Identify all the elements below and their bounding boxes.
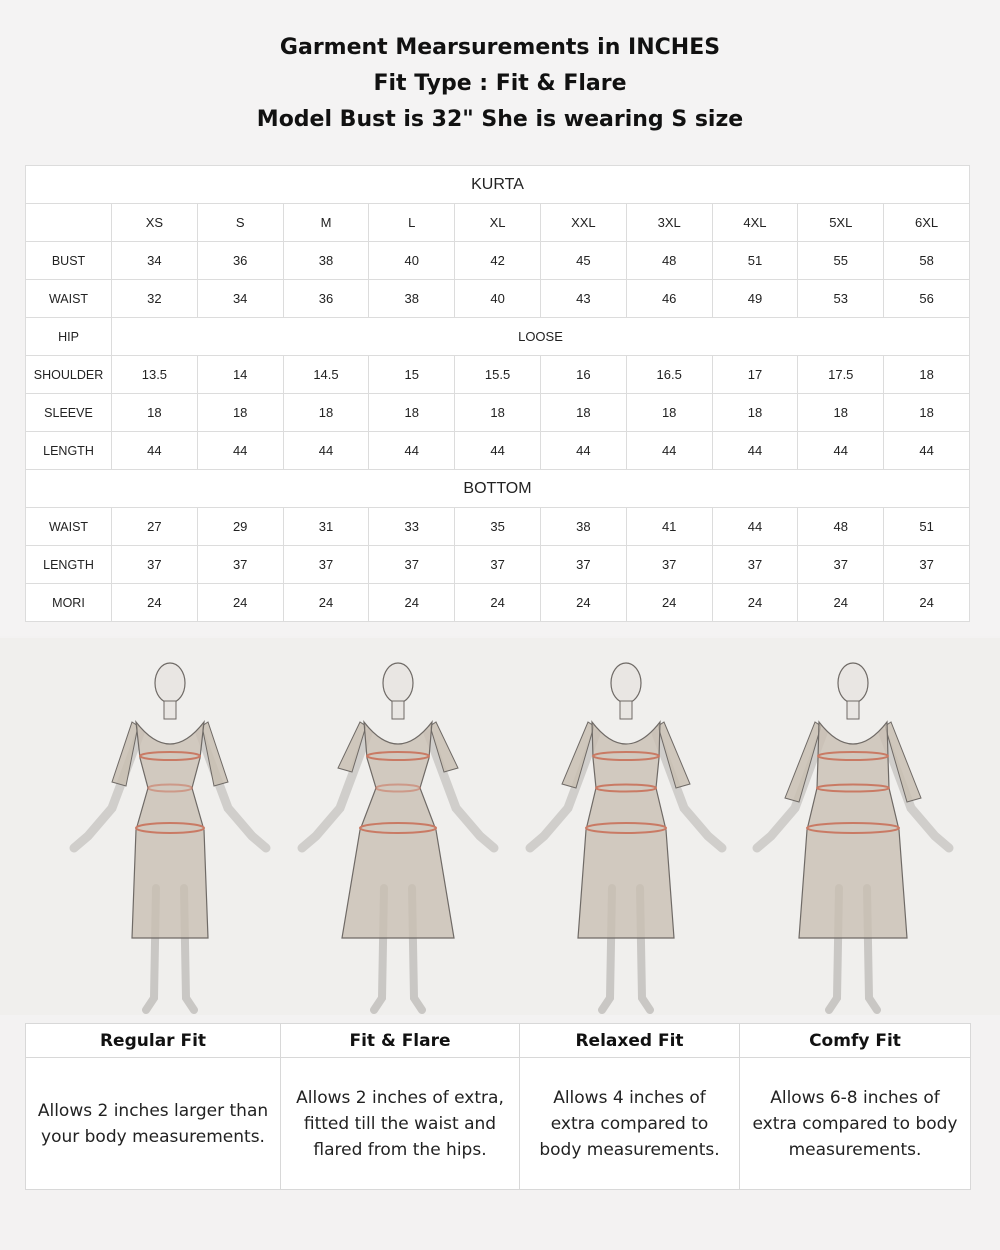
measurement-cell: 41	[626, 508, 712, 546]
row-label: WAIST	[26, 280, 112, 318]
size-chart-table	[25, 165, 970, 622]
measurement-cell: 40	[455, 280, 541, 318]
fit-types-table	[25, 1023, 971, 1190]
measurement-cell: 18	[884, 394, 970, 432]
bottom-row	[26, 508, 970, 546]
measurement-cell: 14	[197, 356, 283, 394]
measurement-cell: 44	[197, 432, 283, 470]
measurement-cell: 18	[626, 394, 712, 432]
measurement-cell: 49	[712, 280, 798, 318]
kurta-row	[26, 394, 970, 432]
fit-flare-figure	[302, 663, 494, 1010]
neck	[620, 701, 632, 719]
measurement-cell: 24	[884, 584, 970, 622]
measurement-cell: 36	[197, 242, 283, 280]
measurement-cell: 44	[712, 508, 798, 546]
size-header-cell: XL	[455, 204, 541, 242]
measurement-cell: 38	[369, 280, 455, 318]
measurement-cell: 29	[197, 508, 283, 546]
measurement-cell: 37	[197, 546, 283, 584]
measurement-cell: 17.5	[798, 356, 884, 394]
measurement-cell: 17	[712, 356, 798, 394]
measurement-cell: 18	[540, 394, 626, 432]
fit-figures-panel	[0, 638, 1000, 1015]
size-header-cell: L	[369, 204, 455, 242]
measurement-cell: 24	[626, 584, 712, 622]
measurement-cell: 42	[455, 242, 541, 280]
row-label: SLEEVE	[26, 394, 112, 432]
measurement-cell: 18	[798, 394, 884, 432]
kurta-row	[26, 280, 970, 318]
fit-title-relaxed: Relaxed Fit	[520, 1024, 740, 1058]
fit-title-fit-flare: Fit & Flare	[281, 1024, 520, 1058]
measurement-cell: 37	[540, 546, 626, 584]
size-header-cell: S	[197, 204, 283, 242]
row-label: LENGTH	[26, 546, 112, 584]
kurta-section-row	[26, 166, 970, 204]
measurement-cell: 37	[626, 546, 712, 584]
measurement-cell: 48	[798, 508, 884, 546]
measurement-cell: 38	[540, 508, 626, 546]
kurta-row	[26, 432, 970, 470]
measurement-cell: 13.5	[112, 356, 198, 394]
measurement-cell: 36	[283, 280, 369, 318]
bottom-row	[26, 546, 970, 584]
measurement-cell: 24	[283, 584, 369, 622]
measurement-cell: 53	[798, 280, 884, 318]
measurement-cell: 56	[884, 280, 970, 318]
measurement-cell: 37	[884, 546, 970, 584]
size-header-row	[26, 204, 970, 242]
row-label: SHOULDER	[26, 356, 112, 394]
bottom-section-row	[26, 470, 970, 508]
hip-label: HIP	[26, 318, 112, 356]
measurement-cell: 24	[798, 584, 884, 622]
measurement-cell: 24	[197, 584, 283, 622]
fit-desc-fit-flare: Allows 2 inches of extra, fitted till the waist and flared from the hips.	[281, 1058, 520, 1190]
measurement-cell: 48	[626, 242, 712, 280]
row-label: WAIST	[26, 508, 112, 546]
kurta-section-title: KURTA	[26, 166, 970, 204]
measurement-cell: 27	[112, 508, 198, 546]
measurement-cell: 58	[884, 242, 970, 280]
measurement-cell: 44	[540, 432, 626, 470]
measurement-cell: 18	[369, 394, 455, 432]
fit-title-comfy: Comfy Fit	[740, 1024, 971, 1058]
measurement-cell: 37	[455, 546, 541, 584]
size-header-corner	[26, 204, 112, 242]
row-label: LENGTH	[26, 432, 112, 470]
kurta-row	[26, 356, 970, 394]
heading-line-3: Model Bust is 32" She is wearing S size	[256, 107, 744, 132]
head	[155, 663, 185, 703]
head	[838, 663, 868, 703]
fit-desc-relaxed: Allows 4 inches of extra compared to body measurements.	[520, 1058, 740, 1190]
measurement-cell: 18	[455, 394, 541, 432]
head	[611, 663, 641, 703]
measurement-cell: 44	[369, 432, 455, 470]
kurta-row	[26, 242, 970, 280]
size-header-cell: 5XL	[798, 204, 884, 242]
measurement-cell: 24	[112, 584, 198, 622]
measurement-cell: 18	[712, 394, 798, 432]
measurement-cell: 44	[712, 432, 798, 470]
measurement-cell: 32	[112, 280, 198, 318]
measurement-cell: 35	[455, 508, 541, 546]
measurement-cell: 46	[626, 280, 712, 318]
measurement-cell: 45	[540, 242, 626, 280]
measurement-cell: 24	[712, 584, 798, 622]
hip-row	[26, 318, 970, 356]
size-header-cell: 6XL	[884, 204, 970, 242]
page-heading	[0, 30, 1000, 138]
head	[383, 663, 413, 703]
measurement-cell: 38	[283, 242, 369, 280]
measurement-cell: 15.5	[455, 356, 541, 394]
measurement-cell: 43	[540, 280, 626, 318]
measurement-cell: 34	[197, 280, 283, 318]
measurement-cell: 44	[884, 432, 970, 470]
bottom-section-title: BOTTOM	[26, 470, 970, 508]
fit-figures-illustration	[0, 638, 1000, 1015]
measurement-cell: 44	[112, 432, 198, 470]
measurement-cell: 16.5	[626, 356, 712, 394]
measurement-cell: 31	[283, 508, 369, 546]
size-header-cell: XS	[112, 204, 198, 242]
measurement-cell: 24	[455, 584, 541, 622]
measurement-cell: 37	[369, 546, 455, 584]
size-header-cell: 3XL	[626, 204, 712, 242]
measurement-cell: 18	[112, 394, 198, 432]
measurement-cell: 55	[798, 242, 884, 280]
fit-desc-comfy: Allows 6-8 inches of extra compared to body measurements.	[740, 1058, 971, 1190]
measurement-cell: 51	[884, 508, 970, 546]
regular-fit-figure	[74, 663, 266, 1010]
comfy-fit-figure	[757, 663, 949, 1010]
measurement-cell: 33	[369, 508, 455, 546]
heading-line-2: Fit Type : Fit & Flare	[373, 71, 627, 96]
size-header-cell: 4XL	[712, 204, 798, 242]
measurement-cell: 37	[112, 546, 198, 584]
neck	[164, 701, 176, 719]
measurement-cell: 51	[712, 242, 798, 280]
size-header-cell: XXL	[540, 204, 626, 242]
measurement-cell: 44	[283, 432, 369, 470]
row-label: MORI	[26, 584, 112, 622]
measurement-cell: 44	[626, 432, 712, 470]
fit-title-regular: Regular Fit	[26, 1024, 281, 1058]
measurement-cell: 37	[712, 546, 798, 584]
neck	[392, 701, 404, 719]
measurement-cell: 18	[884, 356, 970, 394]
measurement-cell: 44	[798, 432, 884, 470]
heading-line-1: Garment Mearsurements in INCHES	[279, 35, 721, 60]
measurement-cell: 16	[540, 356, 626, 394]
measurement-cell: 18	[197, 394, 283, 432]
neck	[847, 701, 859, 719]
measurement-cell: 44	[455, 432, 541, 470]
relaxed-fit-figure	[530, 663, 722, 1010]
measurement-cell: 40	[369, 242, 455, 280]
measurement-cell: 37	[798, 546, 884, 584]
size-header-cell: M	[283, 204, 369, 242]
measurement-cell: 24	[540, 584, 626, 622]
measurement-cell: 24	[369, 584, 455, 622]
measurement-cell: 14.5	[283, 356, 369, 394]
bottom-row	[26, 584, 970, 622]
hip-value: LOOSE	[112, 318, 970, 356]
measurement-cell: 34	[112, 242, 198, 280]
measurement-cell: 18	[283, 394, 369, 432]
fit-desc-regular: Allows 2 inches larger than your body measurements.	[26, 1058, 281, 1190]
measurement-cell: 37	[283, 546, 369, 584]
row-label: BUST	[26, 242, 112, 280]
measurement-cell: 15	[369, 356, 455, 394]
